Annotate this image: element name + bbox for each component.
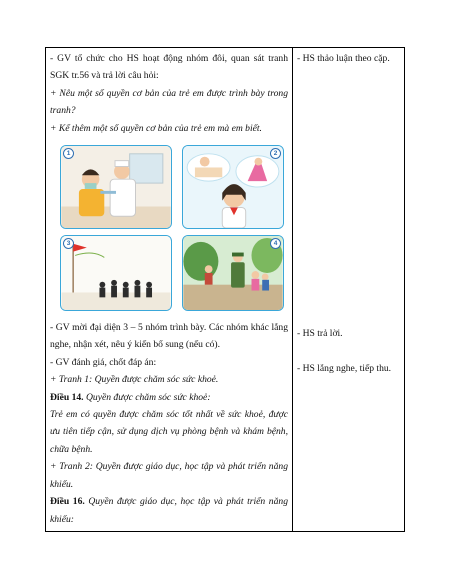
vaccination-scene [61, 146, 171, 228]
flag-ceremony-scene [61, 236, 171, 310]
illustration-4 [182, 235, 284, 311]
illustration-3 [60, 235, 172, 311]
article-14-number: Điều 14. [50, 391, 84, 403]
figure-badge-1: 1 [63, 148, 74, 159]
figure-badge-2: 2 [270, 148, 281, 159]
picture-1-answer: + Tranh 1: Quyền được chăm sóc sức khoẻ. [50, 374, 219, 386]
study-scene [183, 146, 283, 228]
article-14-title: Quyền được chăm sóc sức khoẻ: [83, 391, 211, 403]
column-divider [292, 48, 293, 531]
article-14-body: Trẻ em có quyền được chăm sóc tốt nhất về sức khoẻ, được ưu tiên tiếp cận, sử dụng dịch vụ phòng bệnh và khám bệnh, chữa bệnh. [50, 409, 288, 455]
lesson-table [45, 47, 405, 532]
student-activity-column [297, 50, 403, 378]
picture-2-answer: + Tranh 2: Quyền được giáo dục, học tập và phát triển năng khiếu. [50, 461, 288, 490]
assess-text: - GV đánh giá, chốt đáp án: [50, 356, 157, 368]
illustration-grid [50, 143, 288, 313]
question-1: + Nêu một số quyền cơ bản của trẻ em được trình bày trong tranh? [50, 87, 288, 117]
student-answer-text: - HS trả lời. [297, 328, 343, 340]
student-listen-text: - HS lắng nghe, tiếp thu. [297, 363, 392, 375]
figure-badge-4: 4 [270, 238, 281, 249]
invite-groups-text: - GV mời đại diện 3 – 5 nhóm trình bày. Các nhóm khác lắng nghe, nhận xét, nêu ý kiến bổ sung (nếu có). [50, 322, 288, 351]
teacher-activity-column [50, 50, 288, 528]
illustration-1 [60, 145, 172, 229]
protection-scene [183, 236, 283, 310]
figure-badge-3: 3 [63, 238, 74, 249]
student-discuss-text: - HS thảo luận theo cặp. [297, 53, 390, 64]
article-14-heading [50, 389, 288, 406]
article-16-number: Điều 16. [50, 496, 85, 508]
article-16-heading [50, 493, 288, 528]
question-2: + Kể thêm một số quyền cơ bản của trẻ em mà em biết. [50, 122, 262, 134]
article-16-title: Quyền được giáo dục, học tập và phát triển năng khiếu: [50, 496, 288, 525]
illustration-2 [182, 145, 284, 229]
intro-text: - GV tổ chức cho HS hoạt động nhóm đôi, quan sát tranh SGK tr.56 và trả lời câu hỏi: [50, 53, 288, 82]
